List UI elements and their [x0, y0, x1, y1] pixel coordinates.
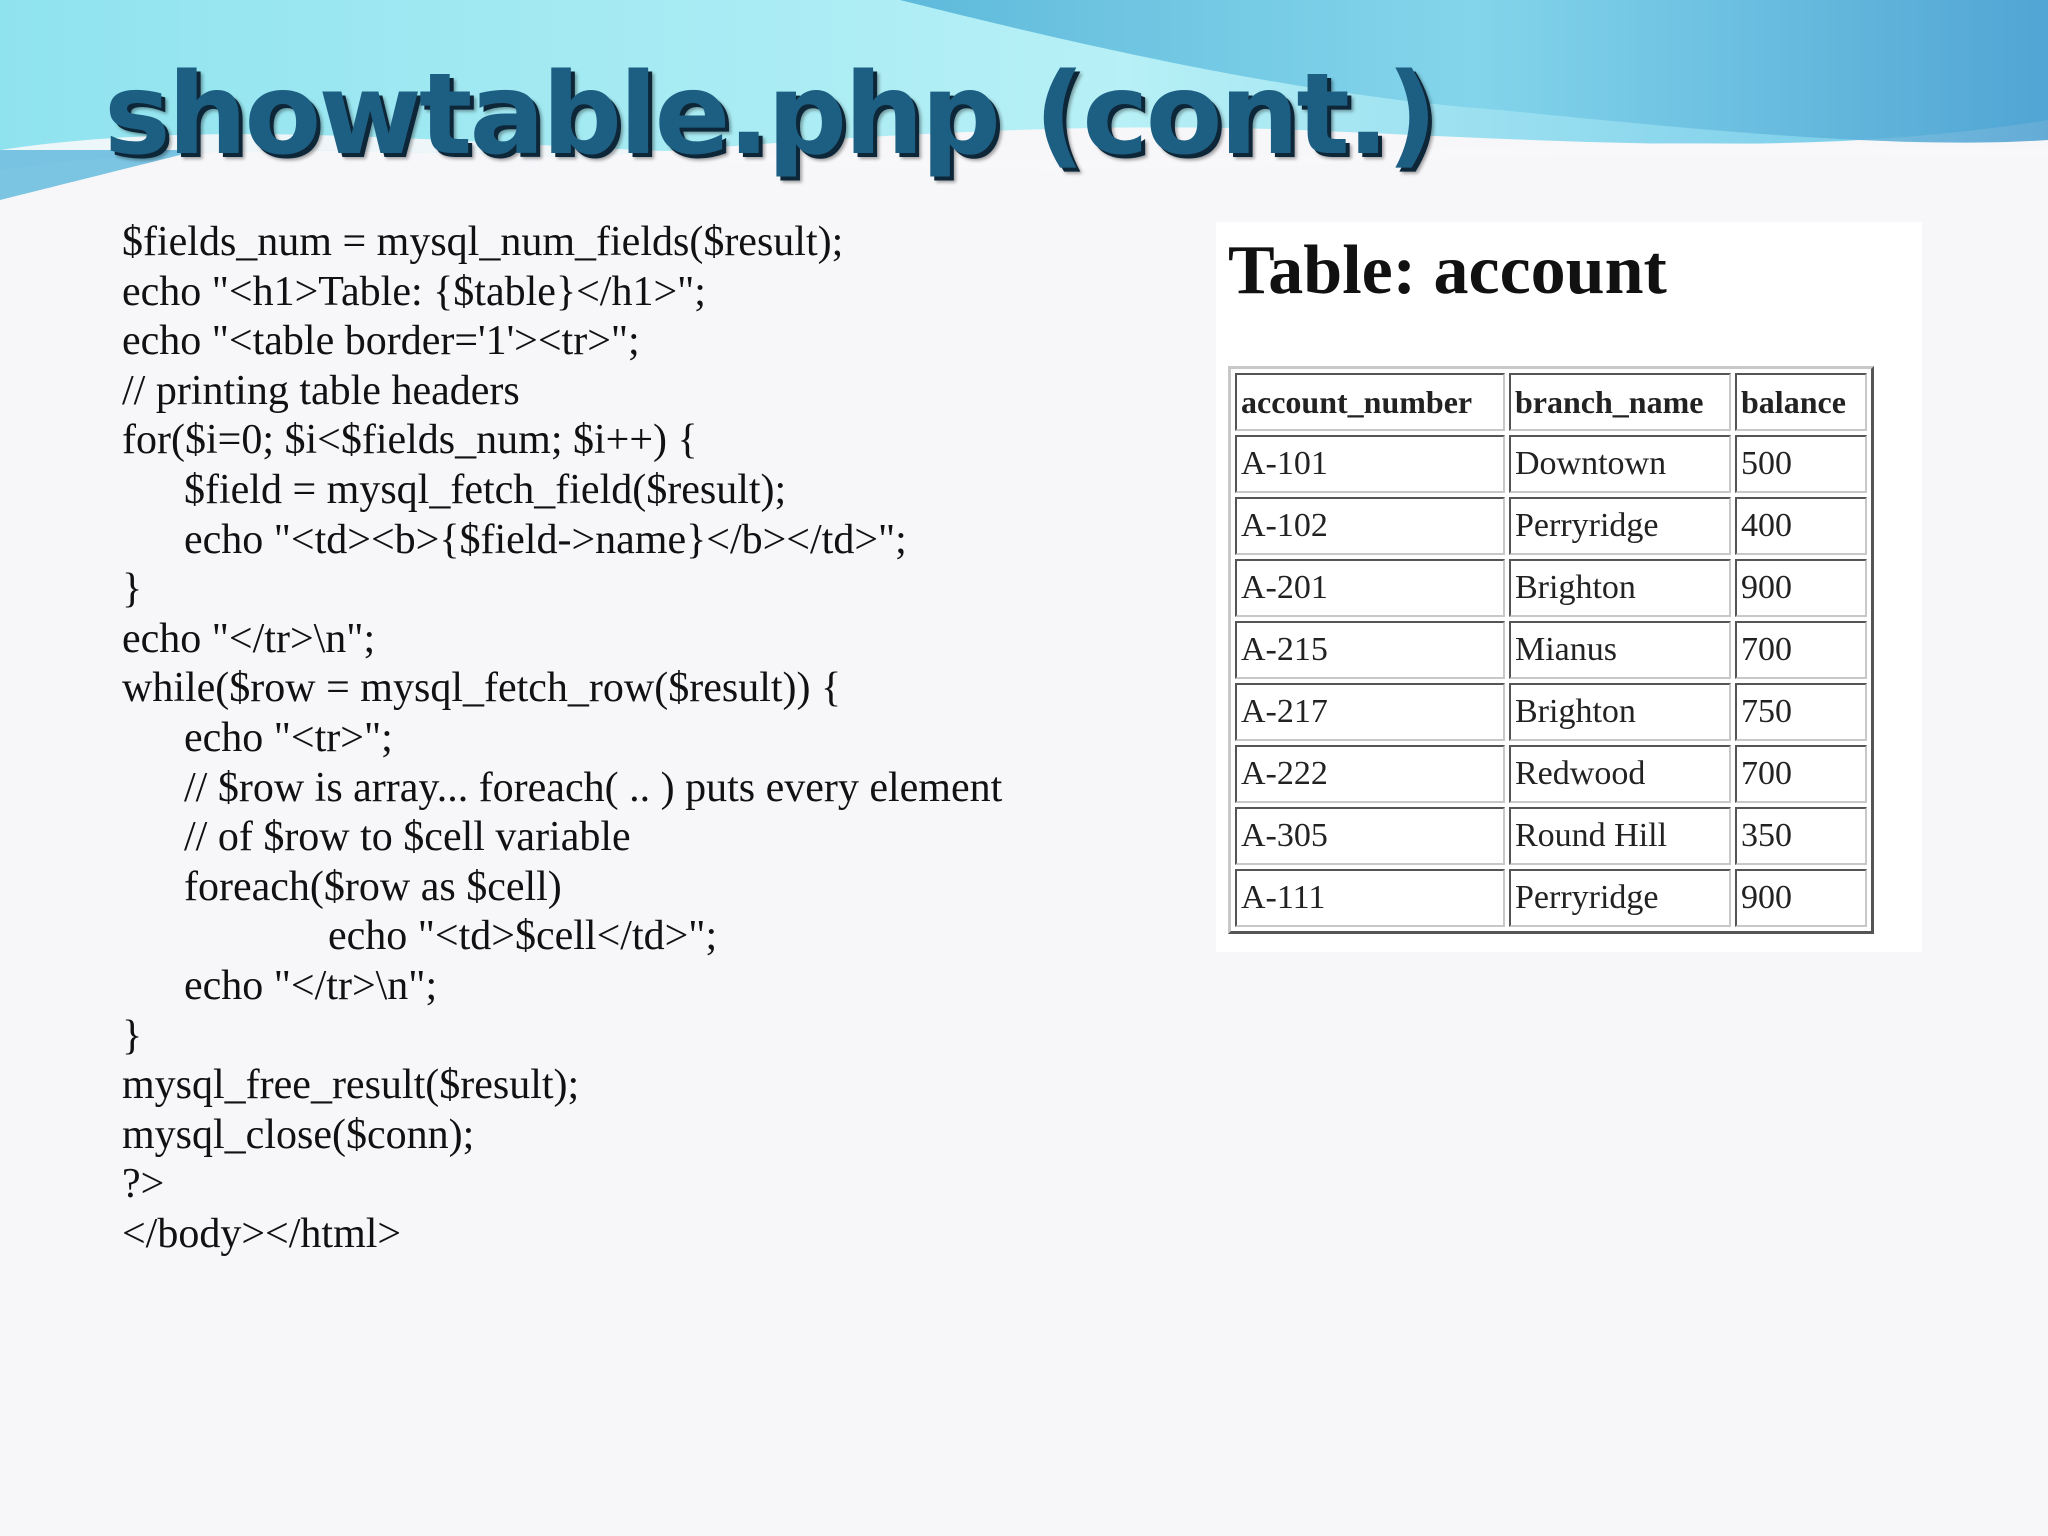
table-header-row — [1235, 373, 1867, 431]
table-cell: Mianus — [1509, 621, 1731, 679]
table-cell: A-102 — [1235, 497, 1505, 555]
code-line: foreach($row as $cell) — [184, 863, 562, 910]
output-screenshot — [1216, 222, 1922, 952]
table-cell: 350 — [1735, 807, 1867, 865]
table-row — [1235, 683, 1867, 741]
slide-title: showtable.php (cont.) — [104, 50, 1435, 180]
table-cell: Redwood — [1509, 745, 1731, 803]
code-line: while($row = mysql_fetch_row($result)) { — [122, 665, 842, 712]
code-line: // printing table headers — [122, 367, 520, 414]
table-cell: Perryridge — [1509, 497, 1731, 555]
table-cell: A-201 — [1235, 559, 1505, 617]
code-line: } — [122, 566, 143, 613]
table-cell: 500 — [1735, 435, 1867, 493]
table-cell: 400 — [1735, 497, 1867, 555]
code-line: $field = mysql_fetch_field($result); — [184, 466, 787, 513]
table-cell: 700 — [1735, 621, 1867, 679]
code-line: // of $row to $cell variable — [184, 814, 631, 861]
table-cell: 900 — [1735, 559, 1867, 617]
code-line: $fields_num = mysql_num_fields($result); — [122, 219, 844, 265]
table-cell: 750 — [1735, 683, 1867, 741]
code-line: } — [122, 1012, 143, 1059]
table-cell: A-101 — [1235, 435, 1505, 493]
table-row — [1235, 745, 1867, 803]
code-line: mysql_free_result($result); — [122, 1062, 580, 1109]
table-cell: Brighton — [1509, 683, 1731, 741]
header-account-number: account_number — [1235, 373, 1505, 431]
table-cell: Downtown — [1509, 435, 1731, 493]
table-cell: A-222 — [1235, 745, 1505, 803]
table-cell: A-305 — [1235, 807, 1505, 865]
code-line: echo "<td><b>{$field->name}</b></td>"; — [184, 516, 907, 563]
code-line: // $row is array... foreach( .. ) puts every element — [184, 764, 1003, 811]
table-body — [1235, 435, 1867, 927]
table-cell: A-217 — [1235, 683, 1505, 741]
table-cell: Brighton — [1509, 559, 1731, 617]
output-heading: Table: account — [1228, 232, 1667, 309]
code-line: echo "</tr>\n"; — [184, 962, 438, 1009]
table-cell: Perryridge — [1509, 869, 1731, 927]
table-row — [1235, 497, 1867, 555]
code-line: echo "<td>$cell</td>"; — [328, 913, 718, 960]
table-cell: A-111 — [1235, 869, 1505, 927]
table-row — [1235, 435, 1867, 493]
table-row — [1235, 621, 1867, 679]
code-line: </body></html> — [122, 1210, 402, 1257]
table-cell: 700 — [1735, 745, 1867, 803]
code-line: echo "</tr>\n"; — [122, 615, 376, 662]
table-cell: A-215 — [1235, 621, 1505, 679]
table-row — [1235, 807, 1867, 865]
table-row — [1235, 559, 1867, 617]
header-balance: balance — [1735, 373, 1867, 431]
code-listing — [122, 218, 1202, 1259]
code-line: echo "<table border='1'><tr>"; — [122, 318, 640, 365]
code-line: echo "<tr>"; — [184, 714, 393, 761]
header-branch-name: branch_name — [1509, 373, 1731, 431]
table-cell: 900 — [1735, 869, 1867, 927]
table-row — [1235, 869, 1867, 927]
account-table — [1228, 366, 1874, 934]
code-line: ?> — [122, 1161, 165, 1208]
code-line: for($i=0; $i<$fields_num; $i++) { — [122, 417, 698, 464]
code-line: mysql_close($conn); — [122, 1111, 475, 1158]
table-cell: Round Hill — [1509, 807, 1731, 865]
code-line: echo "<h1>Table: {$table}</h1>"; — [122, 268, 706, 315]
